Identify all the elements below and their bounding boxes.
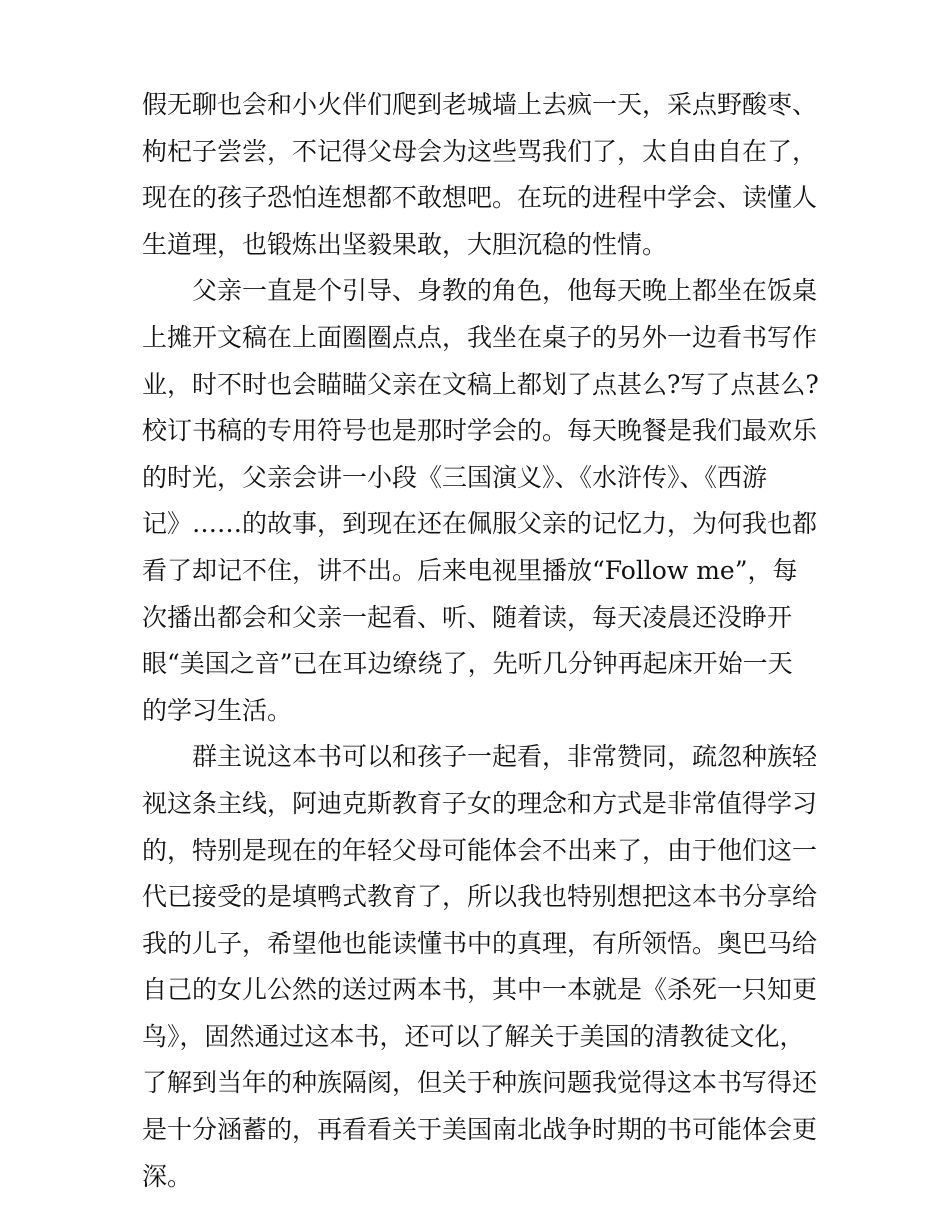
text-line: 的，特别是现在的年轻父母可能体会不出来了，由于他们这一 — [142, 835, 818, 865]
text-line: 校订书稿的专用符号也是那时学会的。每天晚餐是我们最欢乐 — [142, 416, 818, 446]
text-line: 记》……的故事，到现在还在佩服父亲的记忆力，为何我也都 — [142, 509, 818, 539]
paragraph — [142, 268, 822, 734]
text-line: 生道理，也锻炼出坚毅果敢，大胆沉稳的性情。 — [142, 229, 668, 259]
text-line: 我的儿子，希望他也能读懂书中的真理，有所领悟。奥巴马给 — [142, 928, 818, 958]
text-line: 视这条主线，阿迪克斯教育子女的理念和方式是非常值得学习 — [142, 788, 818, 818]
text-line: 眼“美国之音”已在耳边缭绕了，先听几分钟再起床开始一天 — [142, 649, 793, 679]
paragraph — [142, 734, 822, 1200]
text-line: 上摊开文稿在上面圈圈点点，我坐在桌子的另外一边看书写作 — [142, 322, 818, 352]
text-line: 次播出都会和父亲一起看、听、随着读，每天凌晨还没睁开 — [142, 602, 793, 632]
text-line: 鸟》，固然通过这本书，还可以了解关于美国的清教徒文化， — [142, 1021, 805, 1051]
text-line: 了解到当年的种族隔阂，但关于种族问题我觉得这本书写得还 — [142, 1068, 818, 1098]
text-line: 深。 — [142, 1161, 193, 1191]
text-line: 代已接受的是填鸭式教育了，所以我也特别想把这本书分享给 — [142, 882, 818, 912]
text-line: 的学习生活。 — [142, 695, 293, 725]
text-line: 自己的女儿公然的送过两本书，其中一本就是《杀死一只知更 — [142, 975, 818, 1005]
text-line: 业，时不时也会瞄瞄父亲在文稿上都划了点甚么?写了点甚么? — [142, 369, 819, 399]
text-line: 现在的孩子恐怕连想都不敢想吧。在玩的进程中学会、读懂人 — [142, 183, 818, 213]
text-line: 假无聊也会和小火伴们爬到老城墙上去疯一天，采点野酸枣、 — [142, 90, 818, 119]
body-text — [142, 82, 822, 1200]
text-line: 枸杞子尝尝，不记得父母会为这些骂我们了，太自由自在了， — [142, 136, 818, 166]
text-line: 群主说这本书可以和孩子一起看，非常赞同，疏忽种族轻 — [192, 742, 818, 772]
text-line: 的时光，父亲会讲一小段《三国演义》、《水浒传》、《西游 — [142, 462, 768, 492]
paragraph — [142, 82, 822, 268]
text-line: 看了却记不住，讲不出。后来电视里播放“Follow me”，每 — [142, 555, 798, 585]
text-line: 是十分涵蓄的，再看看关于美国南北战争时期的书可能体会更 — [142, 1115, 818, 1145]
text-line: 父亲一直是个引导、身教的角色，他每天晚上都坐在饭桌 — [192, 276, 818, 306]
